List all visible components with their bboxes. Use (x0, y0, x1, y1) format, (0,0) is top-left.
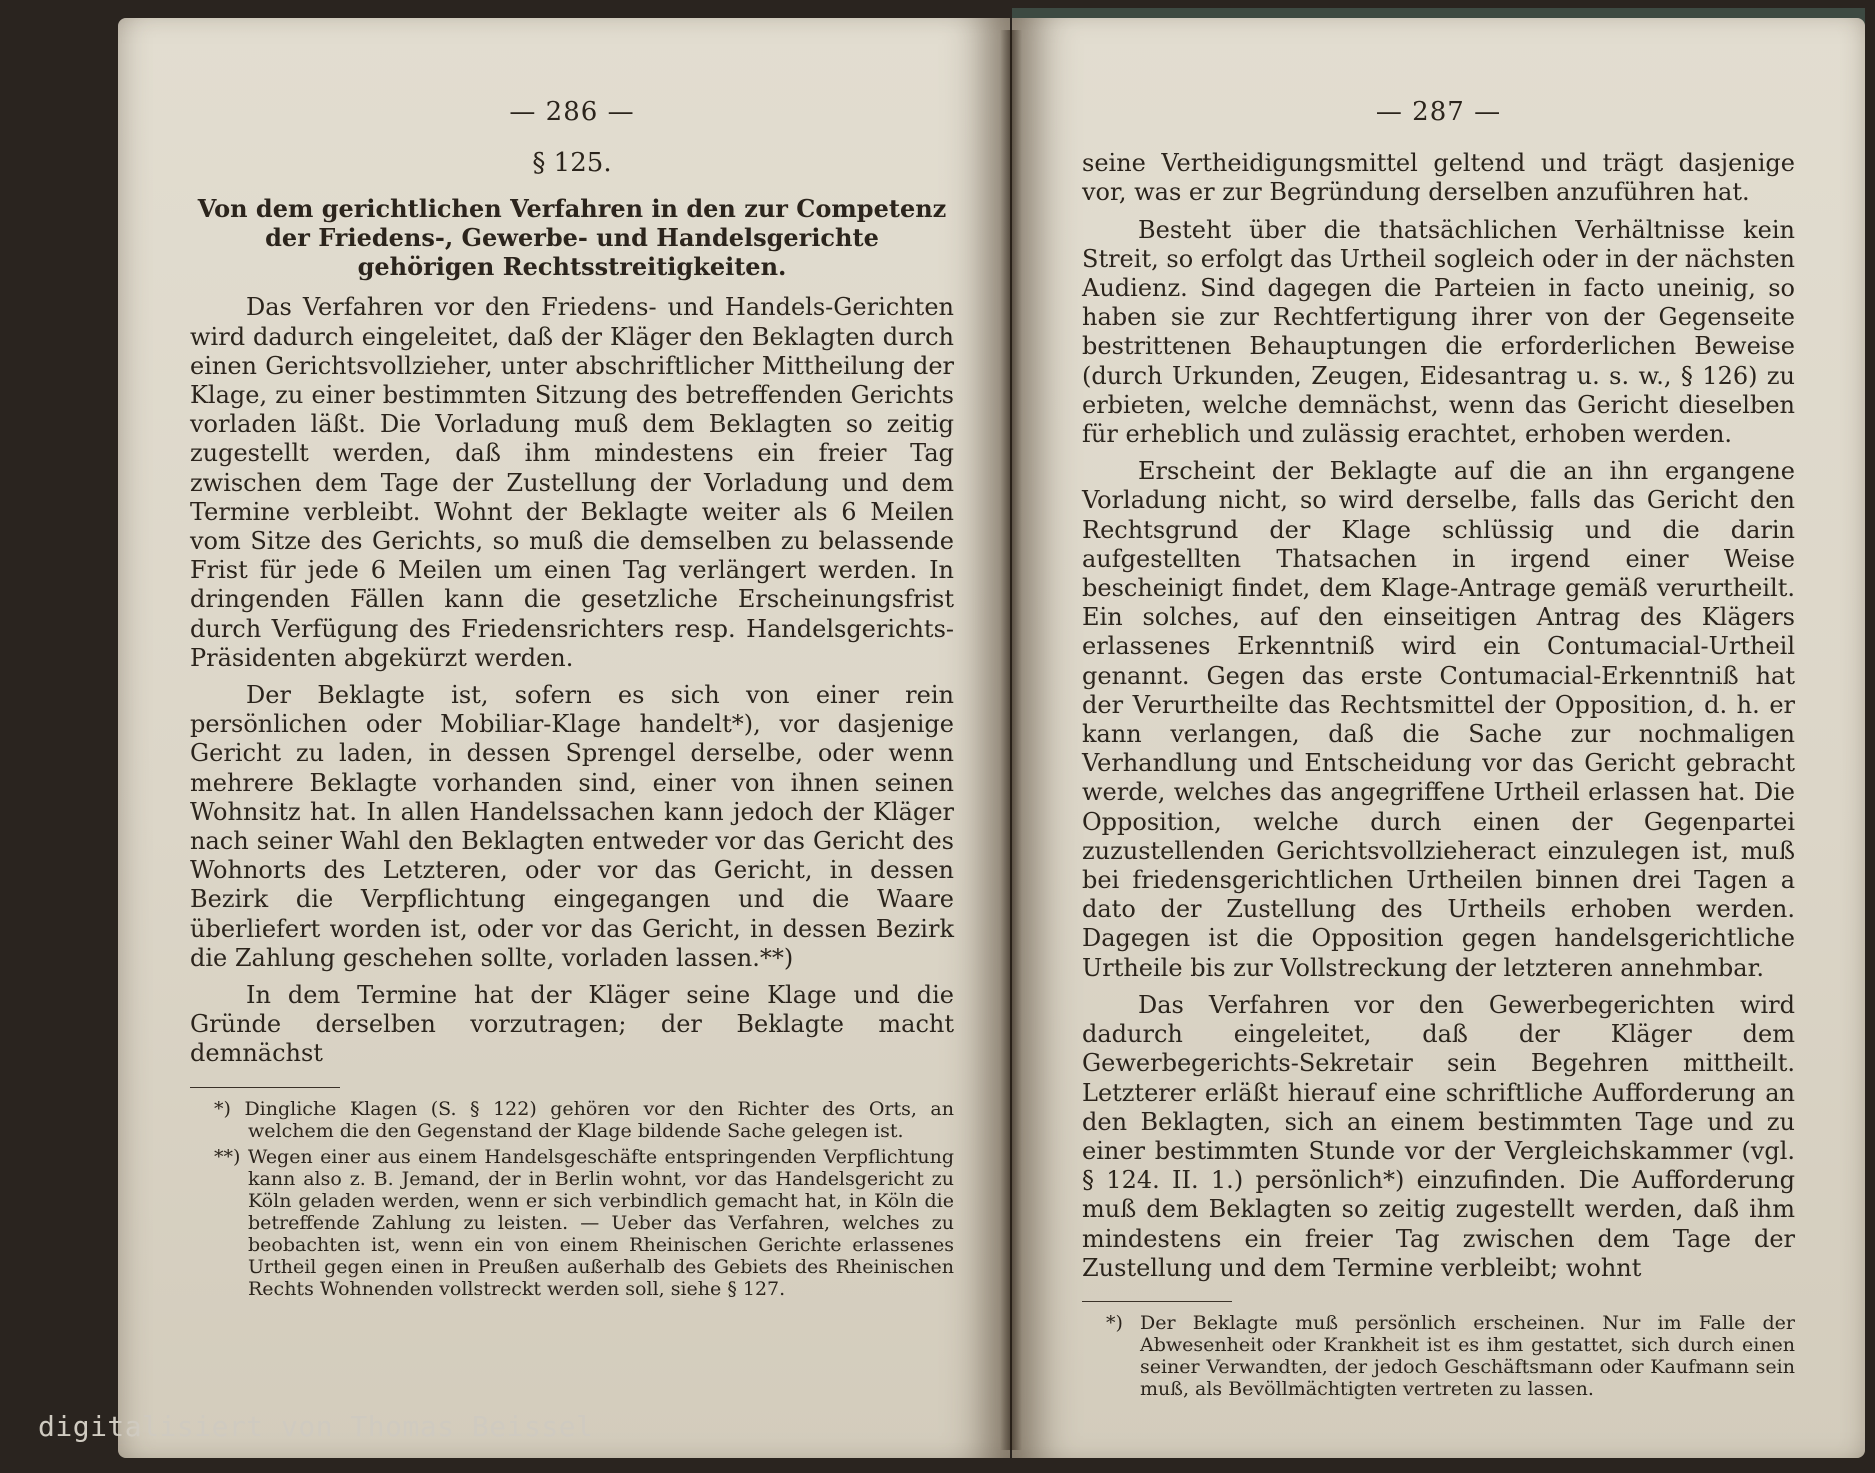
footnote-divider (1082, 1301, 1232, 1302)
paragraph: seine Vertheidigungsmittel geltend und trägt dasjenige vor, was er zur Begründung derselben anzuführen hat. (1082, 149, 1795, 207)
paragraph: Das Verfahren vor den Friedens- und Handels-Gerichten wird dadurch eingeleitet, daß der Kläger den Beklagten durch einen Gerichtsvollzieher, unter abschriftlicher Mittheilung der Klage, zu einer bestimmten Sitzung des betreffenden Gerichts vorladen läßt. Die Vorladung muß dem Beklagten so zeitig zugestellt werden, daß ihm mindestens ein freier Tag zwischen dem Tage der Zustellung der Vorladung und dem Termine verbleibt. Wohnt der Beklagte weiter als 6 Meilen vom Sitze des Gerichts, so muß die demselben zu belassende Frist für jede 6 Meilen um einen Tag verlängert werden. In dringenden Fällen kann die gesetzliche Erscheinungsfrist durch Verfügung des Friedensrichters resp. Handelsgerichts-Präsidenten abgekürzt werden. (190, 293, 954, 672)
paragraph: Erscheint der Beklagte auf die an ihn ergangene Vorladung nicht, so wird derselbe, falls das Gericht den Rechtsgrund der Klage schlüssig und die darin aufgestellten Thatsachen in irgend einer Weise bescheinigt findet, dem Klage-Antrage gemäß verurtheilt. Ein solches, auf den einseitigen Antrag des Klägers erlassenes Erkenntniß wird ein Contumacial-Urtheil genannt. Gegen das erste Contumacial-Erkenntniß hat der Verurtheilte das Rechtsmittel der Opposition, d. h. er kann verlangen, daß die Sache zur nochmaligen Verhandlung und Entscheidung vor das Gericht gebracht werde, welches das angegriffene Urtheil erlassen hat. Die Opposition, welche durch einen der Gegenpartei zuzustellenden Gerichtsvollzieheract einzulegen ist, muß bei friedensgerichtlichen Urtheilen binnen drei Tagen a dato der Zustellung des Urtheils erhoben werden. Dagegen ist die Opposition gegen handelsgerichtliche Urtheile bis zur Vollstreckung der letzteren annehmbar. (1082, 457, 1795, 982)
page-number: — 286 — (509, 97, 635, 127)
book-gutter (1000, 30, 1022, 1450)
paragraph: Das Verfahren vor den Gewerbegerichten wird dadurch eingeleitet, daß der Kläger dem Gewerbegerichts-Sekretair sein Begehren mittheilt. Letzterer erläßt hierauf eine schriftliche Aufforderung an den Beklagten, sich an einem bestimmten Tage und zu einer bestimmten Stunde vor der Vergleichskammer (vgl. § 124. II. 1.) persönlich*) einzufinden. Die Aufforderung muß dem Beklagten so zeitig zugestellt werden, daß ihm mindestens ein freier Tag zwischen dem Tage der Zustellung und dem Termine verbleibt; wohnt (1082, 990, 1795, 1282)
section-number: § 125. (532, 148, 612, 179)
left-page-content (190, 98, 954, 1304)
footnote-divider (190, 1087, 340, 1088)
paragraph: In dem Termine hat der Kläger seine Klage und die Gründe derselben vorzutragen; der Beklagte macht demnächst (190, 981, 954, 1068)
footnote: **) Wegen einer aus einem Handelsgeschäfte entspringenden Verpflichtung kann also z. B. Jemand, der in Berlin wohnt, vor das Handelsgericht zu Köln geladen werden, wenn er sich verbindlich gemacht hat, in Köln die betreffende Zahlung zu leisten. — Ueber das Verfahren, welches zu beobachten ist, wenn ein von einem Rheinischen Gerichte erlassenes Urtheil gegen einen in Preußen außerhalb des Gebiets des Rheinischen Rechts Wohnenden vollstreckt werden soll, siehe § 127. (214, 1145, 954, 1300)
left-page (118, 18, 1010, 1458)
paragraph: Besteht über die thatsächlichen Verhältnisse kein Streit, so erfolgt das Urtheil sogleich oder in der nächsten Audienz. Sind dagegen die Parteien in facto uneinig, so haben sie zur Rechtfertigung ihrer von der Gegenseite bestrittenen Behauptungen die erforderlichen Beweise (durch Urkunden, Zeugen, Eidesantrag u. s. w., § 126) zu erbieten, welche demnächst, wenn das Gericht dieselben für erheblich und zulässig erachtet, erhoben werden. (1082, 215, 1795, 449)
footnote: *) Der Beklagte muß persönlich erscheinen. Nur im Falle der Abwesenheit oder Krankheit ist es ihm gestattet, sich durch einen seiner Verwandten, der jedoch Geschäftsmann oder Kaufmann sein muß, als Bevöllmächtigten vertreten zu lassen. (1106, 1311, 1795, 1400)
right-page (1012, 18, 1865, 1458)
section-title: Von dem gerichtlichen Verfahren in den zur Competenz der Friedens-, Gewerbe- und Handelsgerichte gehörigen Rechtsstreitigkeiten. (197, 194, 947, 282)
footnote: *) Dingliche Klagen (S. § 122) gehören vor den Richter des Orts, an welchem die den Gegenstand der Klage bildende Sache gelegen ist. (214, 1097, 954, 1142)
page-number: — 287 — (1375, 97, 1502, 127)
watermark: digitalisiert von Thomas Beissel (38, 1410, 594, 1443)
right-page-content (1082, 98, 1795, 1404)
paragraph: Der Beklagte ist, sofern es sich von einer rein persönlichen oder Mobiliar-Klage handelt*), vor dasjenige Gericht zu laden, in dessen Sprengel derselbe, oder wenn mehrere Beklagte vorhanden sind, einer von ihnen seinen Wohnsitz hat. In allen Handelssachen kann jedoch der Kläger nach seiner Wahl den Beklagten entweder vor das Gericht des Wohnorts des Letzteren, oder vor das Gericht, in dessen Bezirk die Verpflichtung eingegangen und die Waare überliefert worden ist, oder vor das Gericht, in dessen Bezirk die Zahlung geschehen sollte, vorladen lassen.**) (190, 681, 954, 972)
